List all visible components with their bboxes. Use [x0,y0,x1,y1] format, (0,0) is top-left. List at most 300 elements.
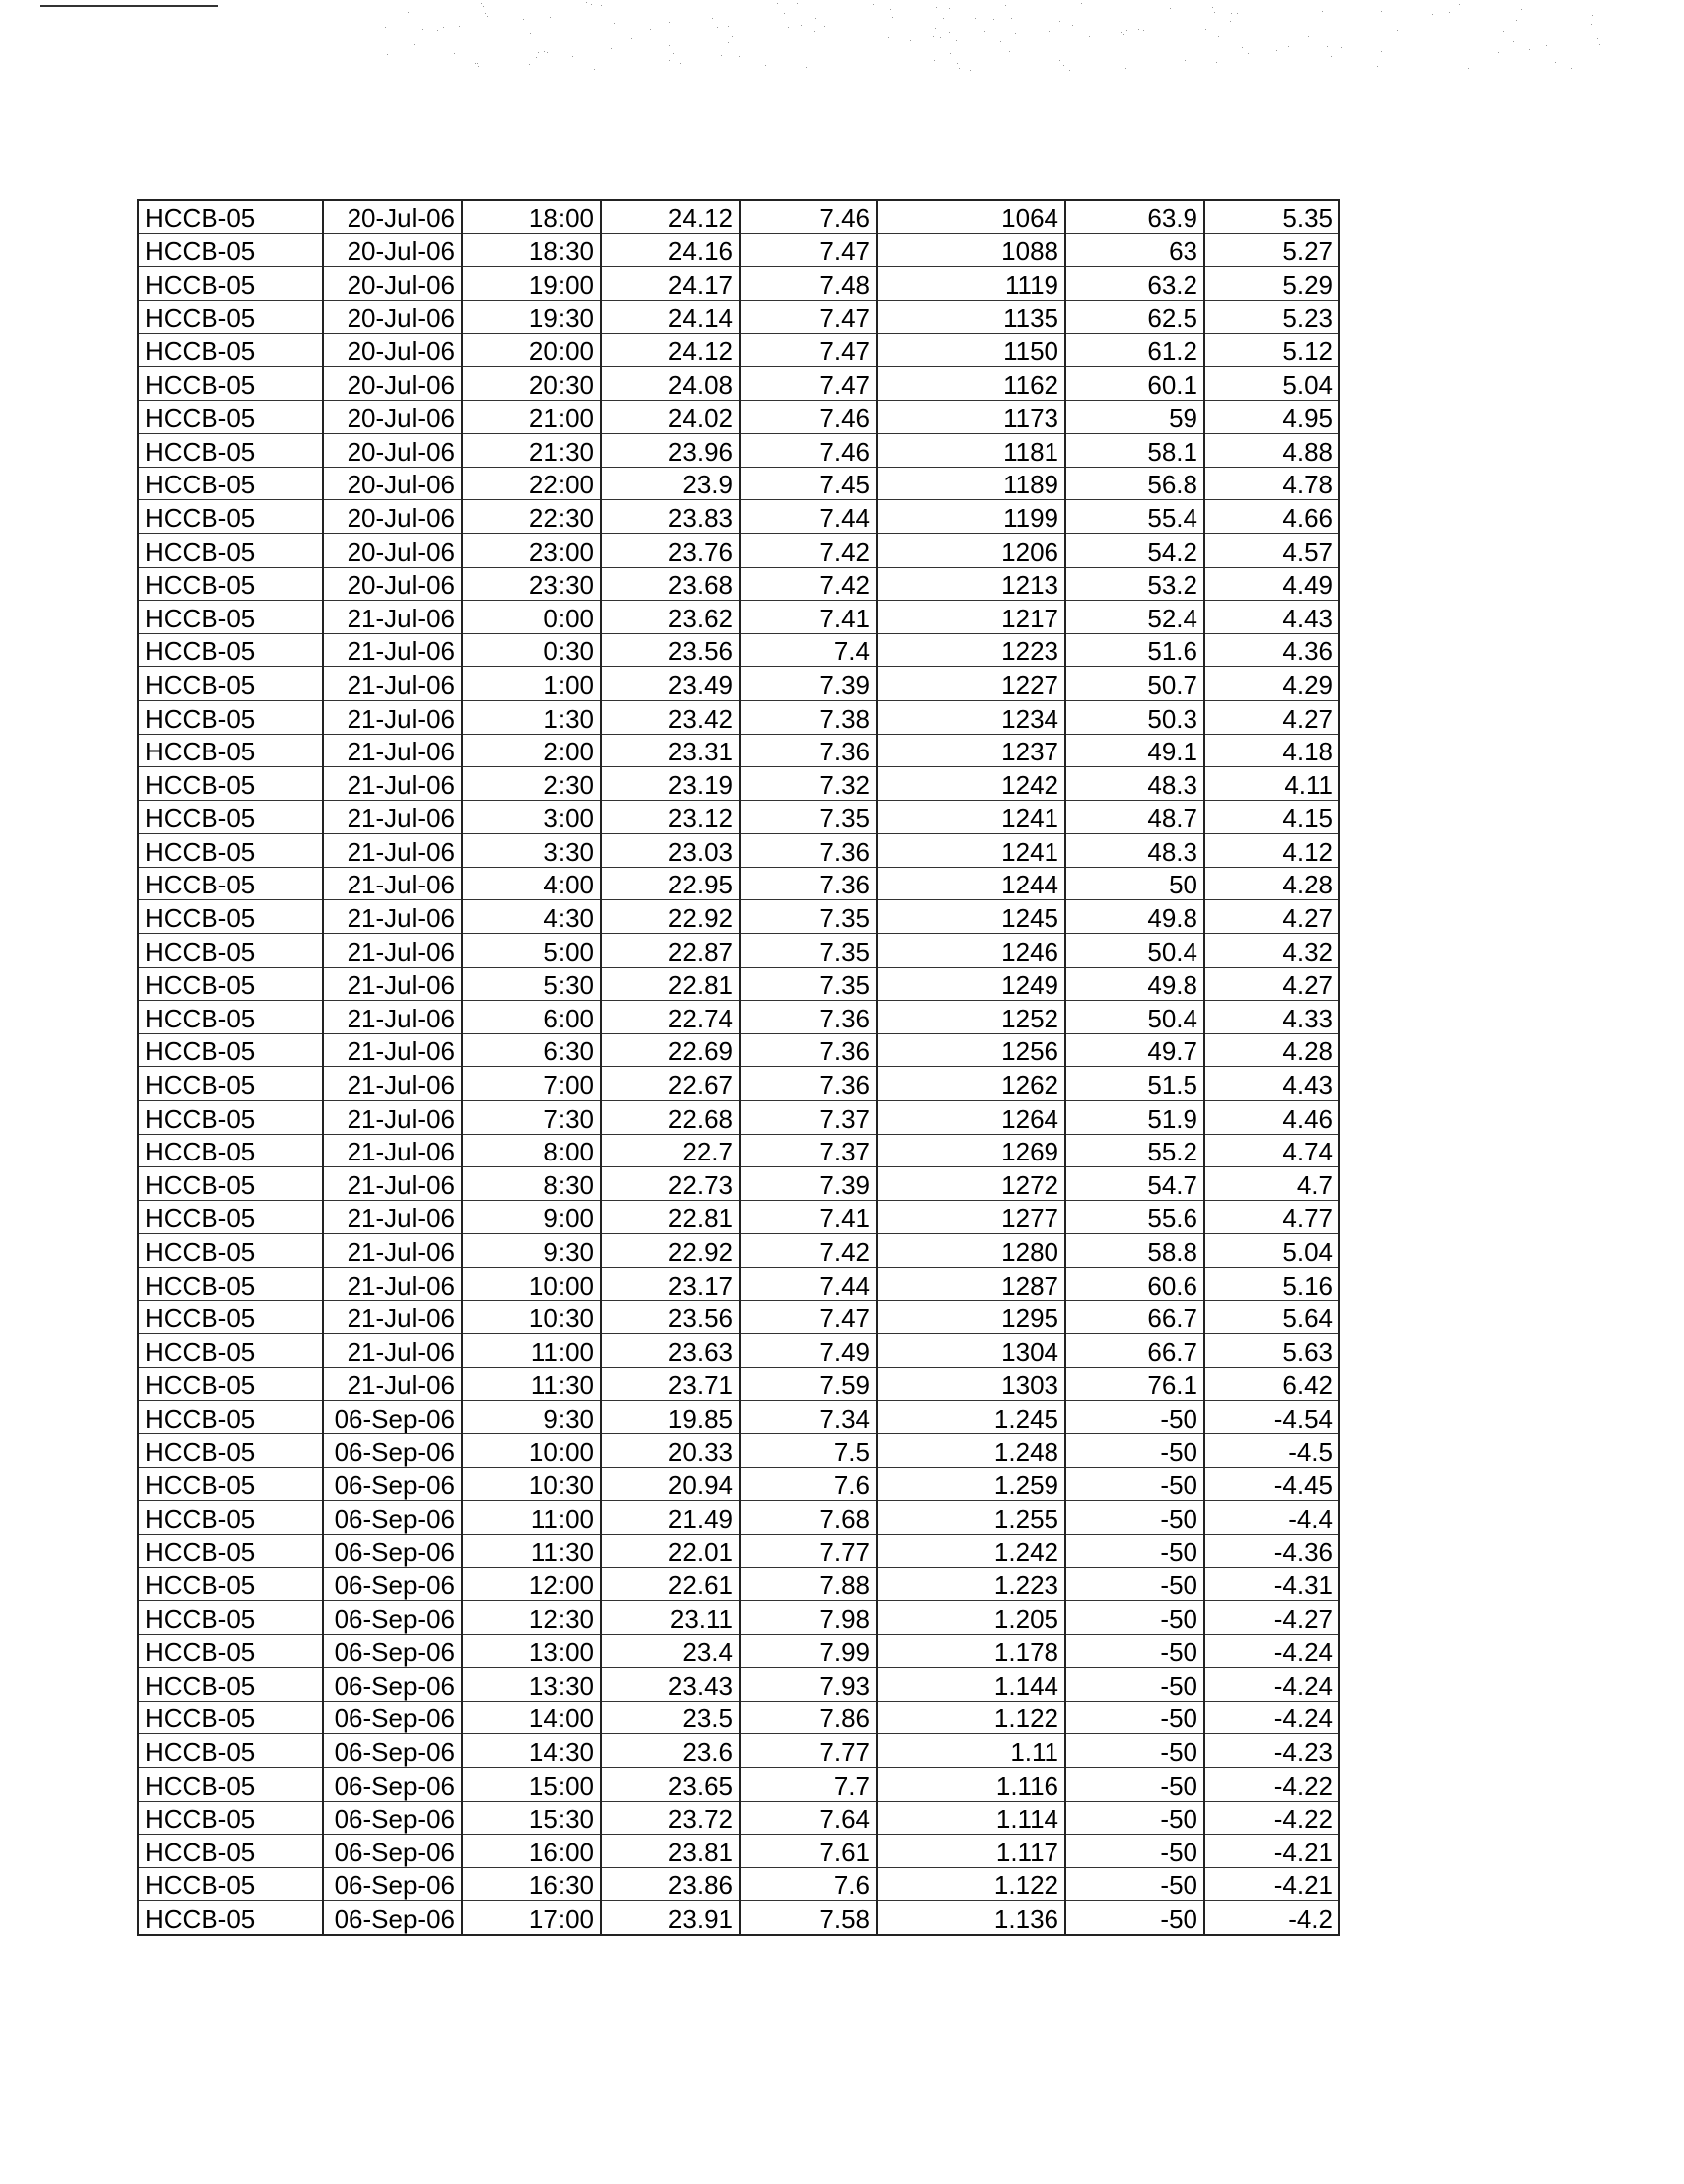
site-cell: HCCB-05 [138,1835,323,1868]
date-cell: 06-Sep-06 [323,1901,462,1935]
value-cell-4: 51.6 [1065,633,1204,667]
scan-speck [1597,38,1598,39]
value-cell-1: 23.68 [601,567,740,601]
scan-speck [1276,50,1277,51]
time-cell: 16:00 [462,1835,601,1868]
value-cell-4: 61.2 [1065,334,1204,367]
scan-speck [739,56,740,57]
date-cell: 06-Sep-06 [323,1801,462,1835]
value-cell-3: 1264 [877,1101,1065,1135]
value-cell-5: -4.54 [1204,1401,1339,1434]
table-row [138,601,1339,634]
scan-speck [1513,41,1514,42]
value-cell-4: 58.1 [1065,434,1204,468]
value-cell-1: 23.31 [601,734,740,767]
time-cell: 10:00 [462,1268,601,1301]
scan-speck [993,19,994,20]
value-cell-1: 23.03 [601,834,740,868]
table-row [138,700,1339,734]
scan-speck [1212,7,1213,8]
data-table [137,199,1340,1936]
scan-speck [483,6,484,7]
value-cell-3: 1.178 [877,1634,1065,1668]
site-cell: HCCB-05 [138,1634,323,1668]
value-cell-4: 66.7 [1065,1334,1204,1368]
value-cell-2: 7.64 [740,1801,877,1835]
time-cell: 15:00 [462,1767,601,1801]
scan-speck [437,30,438,31]
scan-speck [601,5,602,6]
scan-speck [1529,49,1530,50]
value-cell-1: 23.56 [601,633,740,667]
value-cell-5: -4.22 [1204,1801,1339,1835]
value-cell-1: 22.87 [601,934,740,968]
date-cell: 06-Sep-06 [323,1835,462,1868]
value-cell-2: 7.58 [740,1901,877,1935]
value-cell-1: 24.08 [601,366,740,400]
value-cell-4: 55.6 [1065,1200,1204,1234]
table-row [138,1334,1339,1368]
value-cell-2: 7.39 [740,667,877,701]
site-cell: HCCB-05 [138,1734,323,1768]
date-cell: 21-Jul-06 [323,667,462,701]
date-cell: 21-Jul-06 [323,934,462,968]
value-cell-1: 21.49 [601,1501,740,1535]
table-row [138,1867,1339,1901]
date-cell: 21-Jul-06 [323,734,462,767]
scan-speck [443,27,444,28]
site-cell: HCCB-05 [138,334,323,367]
scan-speck [1599,44,1600,45]
site-cell: HCCB-05 [138,300,323,334]
scan-speck [538,52,539,53]
scan-speck [1377,66,1378,67]
time-cell: 9:00 [462,1200,601,1234]
date-cell: 06-Sep-06 [323,1534,462,1568]
table-row [138,334,1339,367]
time-cell: 13:30 [462,1668,601,1702]
value-cell-5: 4.27 [1204,900,1339,934]
site-cell: HCCB-05 [138,800,323,834]
value-cell-3: 1252 [877,1001,1065,1034]
time-cell: 18:30 [462,233,601,267]
table-row [138,834,1339,868]
time-cell: 20:00 [462,334,601,367]
site-cell: HCCB-05 [138,366,323,400]
value-cell-5: 4.29 [1204,667,1339,701]
date-cell: 20-Jul-06 [323,533,462,567]
value-cell-3: 1223 [877,633,1065,667]
value-cell-5: 4.77 [1204,1200,1339,1234]
value-cell-2: 7.36 [740,1001,877,1034]
value-cell-3: 1.205 [877,1600,1065,1634]
date-cell: 21-Jul-06 [323,900,462,934]
scan-speck [1126,30,1127,31]
date-cell: 21-Jul-06 [323,1001,462,1034]
value-cell-1: 20.94 [601,1467,740,1501]
value-cell-1: 22.95 [601,867,740,900]
time-cell: 23:30 [462,567,601,601]
value-cell-3: 1.117 [877,1835,1065,1868]
scan-speck [873,4,874,5]
scan-speck [1143,30,1144,31]
value-cell-1: 19.85 [601,1401,740,1434]
value-cell-4: 52.4 [1065,601,1204,634]
scan-speck [536,57,537,58]
time-cell: 19:30 [462,300,601,334]
value-cell-2: 7.36 [740,834,877,868]
value-cell-1: 22.01 [601,1534,740,1568]
date-cell: 06-Sep-06 [323,1501,462,1535]
date-cell: 06-Sep-06 [323,1568,462,1601]
value-cell-5: 4.36 [1204,633,1339,667]
value-cell-5: 4.66 [1204,500,1339,534]
date-cell: 06-Sep-06 [323,1734,462,1768]
scan-speck [1123,34,1124,35]
site-cell: HCCB-05 [138,1401,323,1434]
value-cell-2: 7.41 [740,601,877,634]
scan-speck [1516,20,1517,21]
value-cell-1: 23.62 [601,601,740,634]
value-cell-2: 7.59 [740,1367,877,1401]
site-cell: HCCB-05 [138,834,323,868]
value-cell-2: 7.36 [740,1067,877,1101]
value-cell-3: 1181 [877,434,1065,468]
time-cell: 21:00 [462,400,601,434]
site-cell: HCCB-05 [138,1067,323,1101]
scan-speck [1503,31,1504,32]
value-cell-2: 7.32 [740,767,877,801]
scan-speck [673,53,674,54]
date-cell: 21-Jul-06 [323,767,462,801]
site-cell: HCCB-05 [138,967,323,1001]
value-cell-2: 7.93 [740,1668,877,1702]
value-cell-4: -50 [1065,1501,1204,1535]
table-row [138,233,1339,267]
site-cell: HCCB-05 [138,934,323,968]
date-cell: 21-Jul-06 [323,1200,462,1234]
time-cell: 8:00 [462,1134,601,1167]
scan-speck [650,29,651,30]
value-cell-5: -4.36 [1204,1534,1339,1568]
scan-speck [940,37,941,38]
time-cell: 13:00 [462,1634,601,1668]
value-cell-5: 5.29 [1204,267,1339,301]
value-cell-5: -4.22 [1204,1767,1339,1801]
value-cell-1: 23.9 [601,467,740,500]
site-cell: HCCB-05 [138,567,323,601]
site-cell: HCCB-05 [138,400,323,434]
scan-speck [459,26,460,27]
value-cell-4: 49.8 [1065,900,1204,934]
value-cell-3: 1199 [877,500,1065,534]
value-cell-1: 24.14 [601,300,740,334]
value-cell-3: 1245 [877,900,1065,934]
date-cell: 20-Jul-06 [323,267,462,301]
table-row [138,467,1339,500]
value-cell-5: -4.45 [1204,1467,1339,1501]
value-cell-5: 5.64 [1204,1300,1339,1334]
table-row [138,800,1339,834]
value-cell-3: 1.114 [877,1801,1065,1835]
value-cell-3: 1162 [877,366,1065,400]
table-row [138,366,1339,400]
scan-speck [984,31,985,32]
scan-speck [1205,29,1206,30]
value-cell-2: 7.7 [740,1767,877,1801]
time-cell: 11:30 [462,1534,601,1568]
scan-speck [721,55,722,56]
value-cell-3: 1206 [877,533,1065,567]
scan-speck [1498,52,1499,53]
scan-speck [478,66,479,67]
scan-speck [1331,56,1332,57]
time-cell: 3:00 [462,800,601,834]
value-cell-4: 55.4 [1065,500,1204,534]
scan-speck [481,3,482,4]
value-cell-2: 7.35 [740,800,877,834]
date-cell: 06-Sep-06 [323,1401,462,1434]
value-cell-3: 1234 [877,700,1065,734]
scan-speck [890,9,891,10]
table-row [138,300,1339,334]
table-row [138,934,1339,968]
time-cell: 20:30 [462,366,601,400]
scan-speck [943,18,944,19]
value-cell-3: 1213 [877,567,1065,601]
value-cell-3: 1.248 [877,1433,1065,1467]
value-cell-3: 1217 [877,601,1065,634]
value-cell-2: 7.77 [740,1734,877,1768]
value-cell-3: 1241 [877,800,1065,834]
scan-speck [454,53,455,54]
value-cell-3: 1.11 [877,1734,1065,1768]
value-cell-5: 5.12 [1204,334,1339,367]
value-cell-5: 5.27 [1204,233,1339,267]
scan-speck [712,18,713,19]
value-cell-2: 7.61 [740,1835,877,1868]
scan-speck [1214,12,1215,13]
site-cell: HCCB-05 [138,267,323,301]
value-cell-1: 22.81 [601,967,740,1001]
value-cell-4: -50 [1065,1668,1204,1702]
table-row [138,1534,1339,1568]
value-cell-5: 5.23 [1204,300,1339,334]
value-cell-4: 62.5 [1065,300,1204,334]
value-cell-1: 22.81 [601,1200,740,1234]
value-cell-3: 1119 [877,267,1065,301]
value-cell-5: 5.04 [1204,1234,1339,1268]
value-cell-2: 7.99 [740,1634,877,1668]
value-cell-5: 4.88 [1204,434,1339,468]
value-cell-3: 1244 [877,867,1065,900]
value-cell-4: 48.3 [1065,834,1204,868]
value-cell-4: 50.3 [1065,700,1204,734]
value-cell-5: -4.23 [1204,1734,1339,1768]
value-cell-1: 23.11 [601,1600,740,1634]
value-cell-4: 66.7 [1065,1300,1204,1334]
scan-speck [1468,68,1469,69]
scan-speck [1049,31,1050,32]
value-cell-3: 1304 [877,1334,1065,1368]
value-cell-5: -4.24 [1204,1701,1339,1734]
scan-speck [1218,36,1219,37]
table-row [138,1433,1339,1467]
scan-speck [1242,47,1243,48]
scan-speck [956,40,957,41]
scan-speck [765,65,766,66]
value-cell-1: 22.92 [601,1234,740,1268]
value-cell-1: 22.68 [601,1101,740,1135]
scan-speck [550,17,551,18]
scan-speck [594,69,595,70]
table-row [138,267,1339,301]
value-cell-3: 1287 [877,1268,1065,1301]
value-cell-4: -50 [1065,1901,1204,1935]
table-row [138,1367,1339,1401]
time-cell: 15:30 [462,1801,601,1835]
date-cell: 20-Jul-06 [323,233,462,267]
value-cell-4: 50.4 [1065,934,1204,968]
scan-speck [1555,62,1556,63]
table-row [138,1401,1339,1434]
scan-speck [949,8,950,9]
value-cell-2: 7.6 [740,1467,877,1501]
time-cell: 23:00 [462,533,601,567]
date-cell: 21-Jul-06 [323,834,462,868]
value-cell-1: 23.91 [601,1901,740,1935]
site-cell: HCCB-05 [138,1001,323,1034]
value-cell-1: 23.5 [601,1701,740,1734]
value-cell-5: -4.31 [1204,1568,1339,1601]
scan-speck [1170,8,1171,9]
scan-speck [1381,51,1382,52]
scan-speck [385,27,386,28]
time-cell: 6:00 [462,1001,601,1034]
value-cell-3: 1227 [877,667,1065,701]
value-cell-4: 60.1 [1065,366,1204,400]
scan-speck [1185,60,1186,61]
time-cell: 1:00 [462,667,601,701]
time-cell: 7:30 [462,1101,601,1135]
value-cell-1: 23.6 [601,1734,740,1768]
scan-speck [806,67,807,68]
table-row [138,900,1339,934]
scan-speck [530,33,531,34]
value-cell-4: 49.8 [1065,967,1204,1001]
scan-speck [1072,25,1073,26]
value-cell-1: 23.19 [601,767,740,801]
site-cell: HCCB-05 [138,900,323,934]
date-cell: 21-Jul-06 [323,1134,462,1167]
time-cell: 10:30 [462,1300,601,1334]
value-cell-2: 7.36 [740,1033,877,1067]
value-cell-4: -50 [1065,1801,1204,1835]
site-cell: HCCB-05 [138,867,323,900]
value-cell-5: 6.42 [1204,1367,1339,1401]
value-cell-5: 4.49 [1204,567,1339,601]
scan-speck [777,3,778,4]
scan-speck [475,63,476,64]
table-row [138,867,1339,900]
scan-speck [824,26,825,27]
table-row [138,1033,1339,1067]
scan-speck [387,54,388,55]
date-cell: 21-Jul-06 [323,1268,462,1301]
value-cell-5: -4.24 [1204,1634,1339,1668]
scan-speck [487,16,488,17]
value-cell-3: 1303 [877,1367,1065,1401]
value-cell-1: 24.12 [601,200,740,233]
value-cell-4: 56.8 [1065,467,1204,500]
scan-speck [669,60,670,61]
date-cell: 20-Jul-06 [323,400,462,434]
site-cell: HCCB-05 [138,1334,323,1368]
value-cell-3: 1241 [877,834,1065,868]
scan-speck [784,13,785,14]
value-cell-3: 1237 [877,734,1065,767]
scan-speck [669,22,670,23]
table-row [138,1467,1339,1501]
value-cell-3: 1277 [877,1200,1065,1234]
site-cell: HCCB-05 [138,1668,323,1702]
value-cell-4: 50.4 [1065,1001,1204,1034]
time-cell: 2:00 [462,734,601,767]
value-cell-4: 63 [1065,233,1204,267]
value-cell-2: 7.48 [740,267,877,301]
value-cell-2: 7.34 [740,1401,877,1434]
time-cell: 9:30 [462,1401,601,1434]
site-cell: HCCB-05 [138,1268,323,1301]
scan-speck [1059,60,1060,61]
scan-speck [1015,33,1016,34]
value-cell-5: 4.7 [1204,1167,1339,1201]
value-cell-2: 7.47 [740,233,877,267]
table-row [138,1701,1339,1734]
value-cell-5: 4.15 [1204,800,1339,834]
site-cell: HCCB-05 [138,500,323,534]
site-cell: HCCB-05 [138,1433,323,1467]
site-cell: HCCB-05 [138,1501,323,1535]
site-cell: HCCB-05 [138,1600,323,1634]
value-cell-4: 63.2 [1065,267,1204,301]
table-row [138,1200,1339,1234]
date-cell: 21-Jul-06 [323,633,462,667]
scan-speck [586,2,587,3]
value-cell-1: 24.17 [601,267,740,301]
scan-speck [572,56,573,57]
scan-speck [669,45,670,46]
value-cell-2: 7.86 [740,1701,877,1734]
scan-speck [1432,14,1433,15]
value-cell-2: 7.88 [740,1568,877,1601]
site-cell: HCCB-05 [138,200,323,233]
value-cell-3: 1280 [877,1234,1065,1268]
value-cell-4: 50.7 [1065,667,1204,701]
date-cell: 21-Jul-06 [323,601,462,634]
value-cell-1: 23.4 [601,1634,740,1668]
value-cell-1: 20.33 [601,1433,740,1467]
value-cell-4: -50 [1065,1734,1204,1768]
value-cell-2: 7.35 [740,900,877,934]
table-row [138,1901,1339,1935]
site-cell: HCCB-05 [138,1367,323,1401]
value-cell-4: 63.9 [1065,200,1204,233]
value-cell-3: 1.116 [877,1767,1065,1801]
value-cell-4: -50 [1065,1401,1204,1434]
date-cell: 21-Jul-06 [323,1334,462,1368]
date-cell: 21-Jul-06 [323,1367,462,1401]
